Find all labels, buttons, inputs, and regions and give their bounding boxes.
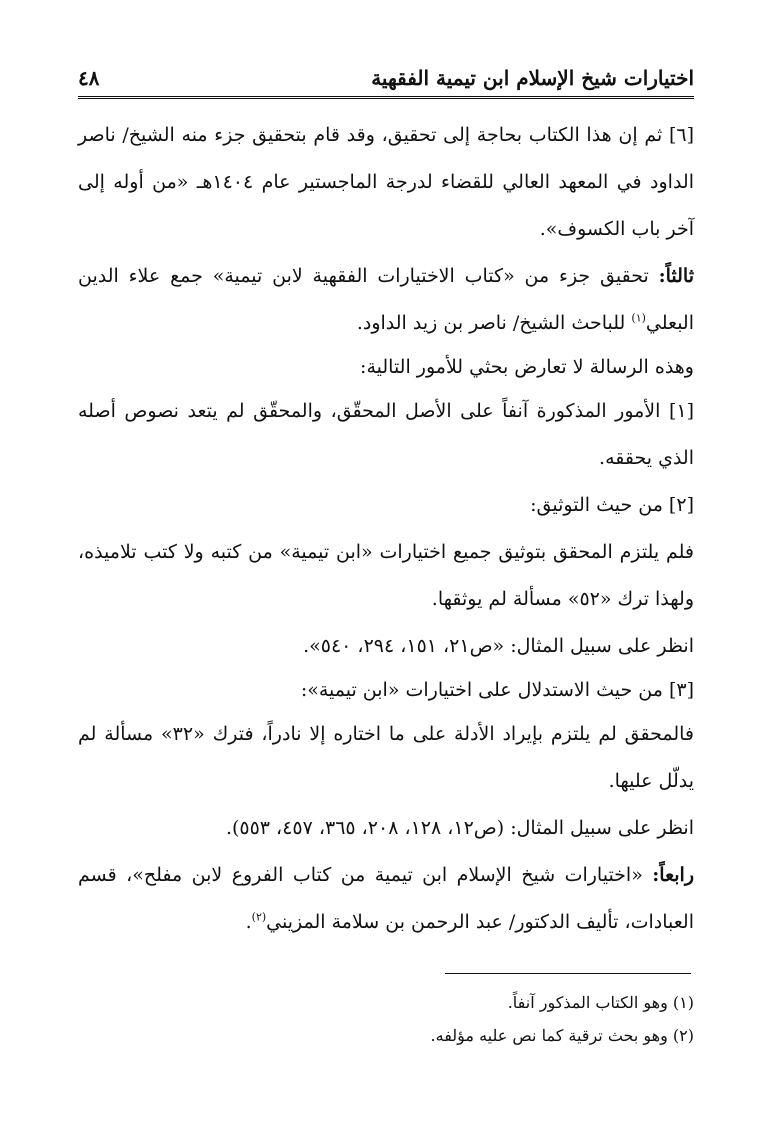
paragraph: فالمحقق لم يلتزم بإيراد الأدلة على ما اختاره إلا نادراً، فترك «٣٢» مسألة لم يدلّل عليها.: [78, 723, 694, 792]
paragraph: فلم يلتزم المحقق بتوثيق جميع اختيارات «ابن تيمية» من كتبه ولا كتب تلاميذه، ولهذا ترك «٥٢» مسألة لم يوثقها.: [78, 541, 694, 610]
paragraph: [٢] من حيث التوثيق:: [530, 494, 694, 516]
page-number: ٤٨: [78, 66, 100, 90]
paragraph: انظر على سبيل المثال: (ص١٢، ١٢٨، ٢٠٨، ٣٦٥، ٤٥٧، ٥٥٣).: [225, 817, 694, 839]
paragraph: رابعاً: «اختيارات شيخ الإسلام ابن تيمية من كتاب الفروع لابن مفلح»، قسم العبادات، تأليف الدكتور/ عبد الرحمن بن سلامة المزيني$^{(٢)}$.: [78, 864, 694, 933]
footnote-ref[interactable]: (٢): [251, 910, 267, 924]
paragraph: وهذه الرسالة لا تعارض بحثي للأمور التالية:: [360, 356, 694, 378]
paragraph: ثالثاً: تحقيق جزء من «كتاب الاختيارات الفقهية لابن تيمية» جمع علاء الدين البعلي$^{(١)}$ للباحث الشيخ/ ناصر بن زيد الداود.: [78, 265, 694, 334]
paragraph: [٣] من حيث الاستدلال على اختيارات «ابن تيمية»:: [300, 679, 694, 701]
header-rule: [78, 96, 694, 99]
header-title: اختيارات شيخ الإسلام ابن تيمية الفقهية: [371, 66, 694, 90]
footnote: (١) وهو الكتاب المذكور آنفاً.: [507, 993, 694, 1012]
paragraph: [١] الأمور المذكورة آنفاً على الأصل المحقّق، والمحقّق لم يتعد نصوص أصله الذي يحققه.: [78, 400, 694, 469]
paragraph: [٦] ثم إن هذا الكتاب بحاجة إلى تحقيق، وقد قام بتحقيق جزء منه الشيخ/ ناصر الداود في المعهد العالي للقضاء لدرجة الماجستير عام ١٤٠٤هـ «من أوله إلى آخر باب الكسوف».: [78, 124, 694, 240]
body-text: [78, 112, 694, 946]
paragraph: انظر على سبيل المثال: «ص٢١، ١٥١، ٢٩٤، ٥٤٠».: [303, 635, 694, 657]
running-header: [78, 62, 694, 100]
footnote: (٢) وهو بحث ترقية كما نص عليه مؤلفه.: [430, 1026, 694, 1045]
footnote-ref[interactable]: (١): [631, 311, 646, 325]
footnotes: [78, 986, 694, 1052]
footnote-separator: [445, 973, 691, 974]
